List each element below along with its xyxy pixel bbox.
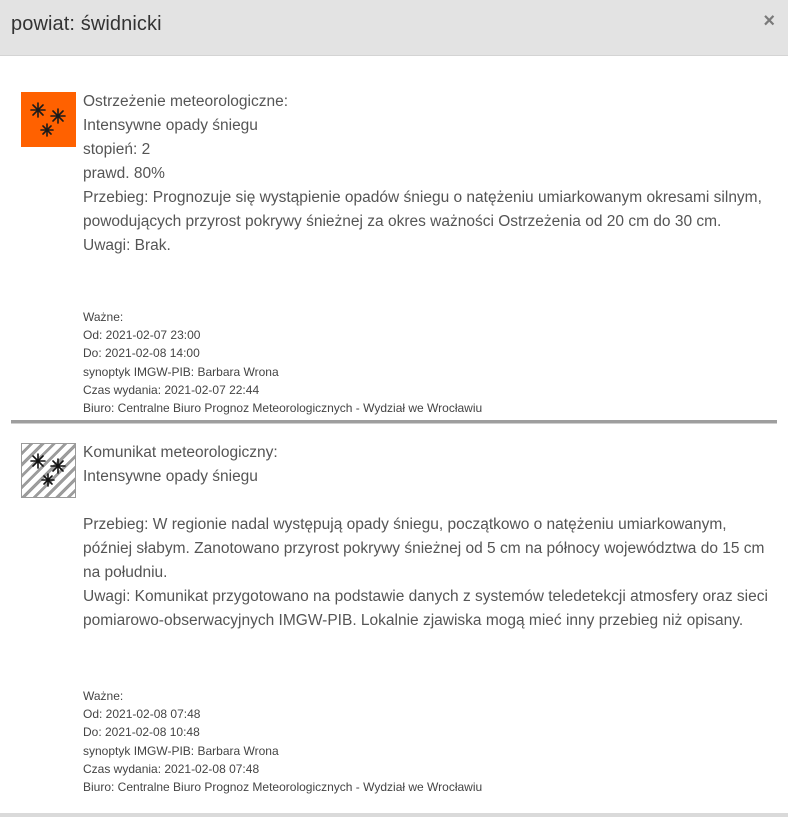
warning-course: Przebieg: Prognozuje się wystąpienie opadów śniegu o natężeniu umiarkowanym okresami silnym, powodujących przyrost pokrywy śnieżnej za okres ważności Ostrzeżenia od 20 cm do 30 cm. [83, 189, 762, 230]
alert-divider [11, 420, 777, 424]
warning-probability: prawd. 80% [83, 165, 165, 182]
close-icon[interactable]: × [763, 10, 775, 32]
office: Biuro: Centralne Biuro Prognoz Meteorologicznych - Wydział we Wrocławiu [83, 401, 483, 416]
issue-time: Czas wydania: 2021-02-07 22:44 [83, 382, 260, 397]
popup-title: powiat: świdnicki [11, 13, 162, 35]
forecaster: synoptyk IMGW-PIB: Barbara Wrona [83, 743, 279, 758]
office: Biuro: Centralne Biuro Prognoz Meteorologicznych - Wydział we Wrocławiu [83, 780, 483, 795]
communique-heading: Komunikat meteorologiczny: [83, 444, 278, 461]
warning-event: Intensywne opady śniegu [83, 117, 258, 134]
spacer [83, 489, 773, 513]
issue-time: Czas wydania: 2021-02-08 07:48 [83, 761, 260, 776]
communique-text [83, 441, 773, 633]
communique-event: Intensywne opady śniegu [83, 468, 258, 485]
communique-course: Przebieg: W regionie nadal występują opady śniegu, początkowo o natężeniu umiarkowanym, później słabym. Zanotowano przyrost pokrywy śnieżnej od 5 cm na północy województwa do 15 cm na południu. [83, 516, 765, 581]
communique-validity [83, 687, 773, 796]
valid-to: Do: 2021-02-08 10:48 [83, 725, 200, 740]
warning-validity [83, 308, 773, 417]
popup-content [0, 56, 788, 819]
snowflake-icon [21, 443, 76, 498]
snowflake-icon [21, 92, 76, 147]
valid-from: Od: 2021-02-08 07:48 [83, 707, 201, 722]
communique-remarks: Uwagi: Komunikat przygotowano na podstawie danych z systemów teledetekcji atmosfery oraz sieci pomiarowo-obserwacyjnych IMGW-PIB. Lokalnie zjawiska mogą mieć inny przebieg niż opisany. [83, 588, 768, 629]
warning-text [83, 90, 773, 258]
warning-degree: stopień: 2 [83, 141, 151, 158]
bottom-divider [0, 813, 788, 817]
valid-from: Od: 2021-02-07 23:00 [83, 328, 201, 343]
forecaster: synoptyk IMGW-PIB: Barbara Wrona [83, 364, 279, 379]
valid-to: Do: 2021-02-08 14:00 [83, 346, 200, 361]
warning-heading: Ostrzeżenie meteorologiczne: [83, 93, 289, 110]
valid-label: Ważne: [83, 689, 124, 703]
popup-header [0, 0, 788, 56]
valid-label: Ważne: [83, 310, 124, 324]
warning-remarks: Uwagi: Brak. [83, 237, 171, 254]
